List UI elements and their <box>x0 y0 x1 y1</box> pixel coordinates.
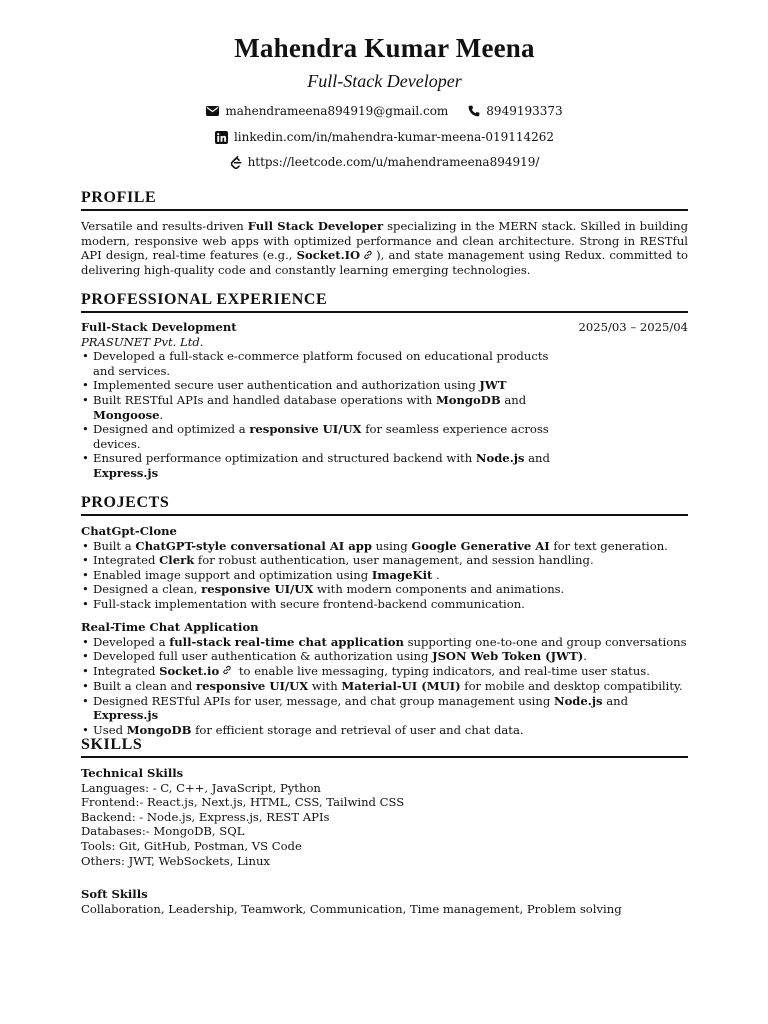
leetcode-icon <box>230 156 242 169</box>
list-item <box>81 635 688 650</box>
bullet-text: for robust authentication, user management, and session handling. <box>194 553 594 568</box>
soft-skills <box>81 887 688 916</box>
skill-line: Languages: - C, C++, JavaScript, Python <box>81 780 321 795</box>
bullet-bold-text: JWT <box>479 378 507 393</box>
contact-row-linkedin <box>81 130 688 144</box>
skill-line: Others: JWT, WebSockets, Linux <box>81 853 270 868</box>
list-item <box>81 597 688 612</box>
bullet-text: Integrated <box>93 663 160 678</box>
bullet-bold-text: ChatGPT-style conversational AI app <box>135 538 372 553</box>
bullet-text: . <box>432 567 440 582</box>
job-title: Full-Stack Development <box>81 320 237 334</box>
list-item <box>81 393 551 422</box>
section-title-skills: SKILLS <box>81 736 688 758</box>
list-item <box>81 694 688 723</box>
bullet-text: Implemented secure user authentication and authorization using <box>93 378 480 393</box>
bullet-text: . <box>583 649 587 664</box>
bullet-text: Ensured performance optimization and structured backend with <box>93 451 476 466</box>
bullet-text: Designed and optimized a <box>93 422 250 437</box>
job-header <box>81 320 688 335</box>
bullet-text: Designed a clean, <box>93 582 202 597</box>
skill-line: Databases:- MongoDB, SQL <box>81 824 245 839</box>
bullet-bold-text: Google Generative AI <box>411 538 550 553</box>
bullet-bold-text: Express.js <box>93 465 159 480</box>
bullet-bold-text: ImageKit <box>371 567 433 582</box>
contact-row-leetcode <box>81 155 688 169</box>
project-bullets <box>81 635 688 738</box>
bullet-text: . <box>159 407 164 422</box>
link-icon[interactable] <box>222 664 232 679</box>
bullet-text: and <box>602 693 629 708</box>
list-item <box>81 378 551 393</box>
bullet-text: Used <box>93 722 127 737</box>
leetcode-text[interactable]: https://leetcode.com/u/mahendrameena894919/ <box>247 155 540 169</box>
bullet-text: for efficient storage and retrieval of user and chat data. <box>191 722 524 737</box>
project-title: Real-Time Chat Application <box>81 620 259 634</box>
bullet-bold-text: Clerk <box>159 553 195 568</box>
company-name: PRASUNET Pvt. Ltd. <box>81 334 204 349</box>
soft-skills-line: Collaboration, Leadership, Teamwork, Communication, Time management, Problem solving <box>81 901 622 916</box>
skill-line: Backend: - Node.js, Express.js, REST APIs <box>81 809 330 824</box>
linkedin-contact[interactable] <box>215 130 554 144</box>
bullet-text: Full-stack implementation with secure frontend-backend communication. <box>93 596 525 611</box>
bullet-text: with modern components and animations. <box>313 582 565 597</box>
profile-text: specializing in the MERN stack. Skilled in building modern, responsive web apps with optimized performance and clean architecture. Strong in RESTful API design, real-time features (e.g., <box>81 219 688 263</box>
email-text[interactable]: mahendrameena894919@gmail.com <box>225 104 449 118</box>
bullet-text: with <box>308 679 342 694</box>
bullet-text: Integrated <box>93 553 160 568</box>
bullet-bold-text: Express.js <box>93 708 159 723</box>
bullet-text: and <box>524 451 550 466</box>
leetcode-contact[interactable] <box>230 155 540 169</box>
list-item <box>81 664 688 679</box>
bullet-text: Developed full user authentication & authorization using <box>93 649 433 664</box>
bullet-bold-text: responsive UI/UX <box>195 679 309 694</box>
profile-paragraph <box>81 219 688 278</box>
contact-row-email-phone <box>81 104 688 118</box>
list-item <box>81 451 551 480</box>
bullet-bold-text: Material-UI (MUI) <box>341 679 461 694</box>
technical-skills-title: Technical Skills <box>81 766 184 780</box>
profile-text: Versatile and results-driven <box>81 219 248 233</box>
bullet-bold-text: MongoDB <box>435 392 501 407</box>
bullet-text: supporting one-to-one and group conversations <box>403 634 687 649</box>
list-item <box>81 649 688 664</box>
section-title-projects: PROJECTS <box>81 494 688 516</box>
bullet-text: Built a <box>93 538 136 553</box>
bullet-text: using <box>372 538 412 553</box>
bullet-bold-text: MongoDB <box>126 722 192 737</box>
bullet-text: Built a clean and <box>93 679 196 694</box>
bullet-bold-text: Mongoose <box>93 407 160 422</box>
phone-text[interactable]: 8949193373 <box>486 104 563 118</box>
link-icon[interactable] <box>363 249 373 264</box>
list-item <box>81 568 688 583</box>
bullet-text: for text generation. <box>549 538 668 553</box>
technical-skills <box>81 766 688 868</box>
email-contact[interactable] <box>206 104 448 118</box>
bullet-text: Designed RESTful APIs for user, message, and chat group management using <box>93 693 554 708</box>
bullet-text: Built RESTful APIs and handled database operations with <box>93 392 436 407</box>
project-real-time-chat <box>81 620 688 737</box>
experience-entry <box>81 320 688 481</box>
list-item <box>81 679 688 694</box>
experience-bullets <box>81 349 551 480</box>
list-item <box>81 553 688 568</box>
job-dates: 2025/03 – 2025/04 <box>578 320 688 334</box>
bullet-bold-text: Socket.io <box>159 663 220 678</box>
skill-line: Tools: Git, GitHub, Postman, VS Code <box>81 838 302 853</box>
section-title-experience: PROFESSIONAL EXPERIENCE <box>81 291 688 313</box>
envelope-icon <box>206 106 219 116</box>
bullet-bold-text: full-stack real-time chat application <box>169 634 404 649</box>
linkedin-text[interactable]: linkedin.com/in/mahendra-kumar-meena-019114262 <box>233 130 555 144</box>
skill-line: Frontend:- React.js, Next.js, HTML, CSS, Tailwind CSS <box>81 795 405 810</box>
profile-text: ), and state management using Redux. committed to delivering high-quality code and constantly learning emerging technologies. <box>81 248 688 278</box>
phone-contact[interactable] <box>468 104 562 118</box>
bullet-bold-text: Node.js <box>475 451 525 466</box>
bullet-text: to enable live messaging, typing indicators, and real-time user status. <box>235 663 650 678</box>
profile-bold-text: Full Stack Developer <box>247 219 384 233</box>
candidate-role: Full-Stack Developer <box>307 71 462 91</box>
bullet-bold-text: responsive UI/UX <box>249 422 362 437</box>
list-item <box>81 539 688 554</box>
bullet-text: Developed a <box>93 634 170 649</box>
linkedin-icon <box>215 131 228 144</box>
list-item <box>81 582 688 597</box>
project-chatgpt-clone <box>81 524 688 612</box>
bullet-text: Developed a full-stack e-commerce platform focused on educational products and services. <box>93 349 549 378</box>
bullet-text: for mobile and desktop compatibility. <box>460 679 683 694</box>
bullet-bold-text: Node.js <box>553 693 603 708</box>
profile-bold-text: Socket.IO <box>296 248 361 263</box>
phone-icon <box>468 105 480 117</box>
list-item <box>81 422 551 451</box>
list-item <box>81 349 551 378</box>
bullet-text: Enabled image support and optimization using <box>93 567 372 582</box>
soft-skills-title: Soft Skills <box>81 887 148 901</box>
bullet-bold-text: responsive UI/UX <box>201 582 314 597</box>
bullet-bold-text: JSON Web Token (JWT) <box>432 649 584 664</box>
candidate-name: Mahendra Kumar Meena <box>234 33 535 63</box>
bullet-text: and <box>500 392 527 407</box>
project-bullets <box>81 539 688 612</box>
project-title: ChatGpt-Clone <box>81 524 177 538</box>
bullet-text: for seamless experience across devices. <box>93 422 549 451</box>
section-title-profile: PROFILE <box>81 189 688 211</box>
